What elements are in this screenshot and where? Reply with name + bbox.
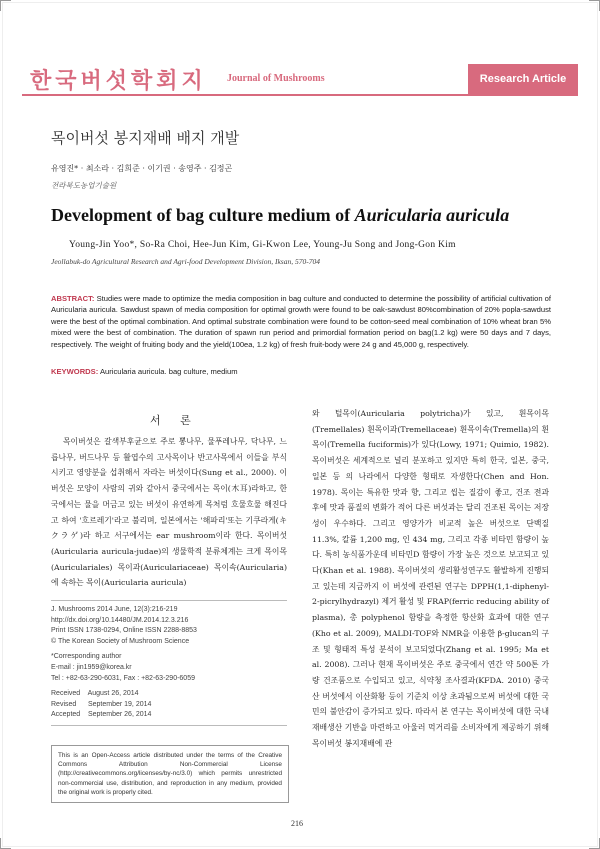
body-column-left — [51, 434, 287, 591]
keywords-label: KEYWORDS: — [51, 367, 99, 376]
corresponding-author: *Corresponding author — [51, 653, 122, 661]
article-type-badge: Research Article — [468, 64, 578, 94]
article-info-box — [51, 600, 287, 726]
phone-fax: Tel : +82-63-290-6031, Fax : +82-63-290-6059 — [51, 674, 195, 682]
title-ko: 목이버섯 봉지재배 배지 개발 — [51, 129, 240, 147]
doi-link[interactable]: http://dx.doi.org/10.14480/JM.2014.12.3.216 — [51, 616, 189, 624]
journal-name-en: Journal of Mushrooms — [227, 73, 325, 84]
copyright: © The Korean Society of Mushroom Science — [51, 637, 190, 645]
title-en-species: Auricularia auricula — [354, 205, 510, 225]
abstract-text: Studies were made to optimize the media composition in bag culture and conducted to determine the possibility of artificial cultivation of Auricularia auricula. Sawdust spawn of media composition for optimal growth were found to be oak-sawdust 80%combination of 20% popla-sawdust were the best of the optimal combination. And optimal substrate combination were found to be cotton-seed meal combination of 10% wheat bran 5% mixed were the best of combination. The duration of spawn run period and primordial formation period on bag(1.2 kg) were 50 days and 7 days, respectively. The weight of fruiting body and the yield(100ea, 1.2 kg) of fresh fruit-body were 24 g and 45,000 g, respectively. — [51, 294, 551, 349]
journal-header — [22, 64, 578, 94]
journal-name-ko: 한국버섯학회지 — [30, 69, 207, 94]
authors-ko: 유영진* · 최소라 · 김희준 · 이기권 · 송영주 · 김정곤 — [51, 164, 233, 173]
abstract — [51, 293, 551, 350]
authors-en: Young-Jin Yoo*, So-Ra Choi, Hee-Jun Kim, Gi-Kwon Lee, Young-Ju Song and Jong-Gon Kim — [69, 240, 456, 250]
affiliation-ko: 전라북도농업기술원 — [51, 181, 117, 190]
citation: J. Mushrooms 2014 June, 12(3):216-219 — [51, 606, 178, 613]
open-access-notice: This is an Open-Access article distributed under the terms of the Creative Commons Attribution Non-Commercial License (http://creativecommons.org/licenses/by-nc/3.0) which permits unrestricted non-commercial use, distribution, and reproduction in any medium, provided the original work is properly cited. — [51, 745, 289, 803]
keywords — [51, 367, 238, 376]
body-column-right — [312, 406, 549, 751]
crop-mark-bottom-right — [589, 838, 600, 849]
title-en — [51, 205, 509, 226]
affiliation-en: Jeollabuk-do Agricultural Research and Agri-food Development Division, Iksan, 570-704 — [51, 257, 320, 266]
email[interactable]: E-mail : jin1959@korea.kr — [51, 663, 132, 671]
header-divider — [22, 94, 578, 96]
section-title-introduction: 서 론 — [150, 414, 199, 427]
crop-mark-top-left — [0, 0, 11, 11]
date-received: Received August 26, 2014 — [51, 690, 139, 698]
date-revised: Revised September 19, 2014 — [51, 700, 152, 708]
issn: Print ISSN 1738-0294, Online ISSN 2288-8853 — [51, 627, 197, 635]
abstract-label: ABSTRACT: — [51, 294, 95, 303]
keywords-text: Auricularia auricula. bag culture, medium — [98, 367, 238, 376]
title-en-prefix: Development of bag culture medium of — [51, 205, 355, 225]
crop-mark-top-right — [589, 0, 600, 11]
date-accepted: Accepted September 26, 2014 — [51, 711, 152, 719]
body-paragraph: 와 털목이(Auricularia polytricha)가 있고, 흰목이목(Tremellales) 흰목이과(Tremellaceae) 흰목이속(Tremella)의 흰목이(Tremella fuciformis)가 있다(Lowy, 1971; Quimio, 1982). 목이버섯은 세계적으로 널리 분포하고 있지만 특히 한국, 일본, 중국, 일본 등 의 나라에서 다양한 형태로 자생한다(Chen and Hon. 1978). 목이는 특유한 맛과 향, 그리고 씹는 질감이 좋고, 건조 전과 후에 맛과 품질의 변화가 적어 다른 버섯과는 달리 건조된 목이는 저장성이 우수하다. 그리고 영양가가 비교적 높은 버섯으로 단백질 11.3%, 칼륨 1,200 mg, 인 434 mg, 그리고 각종 비타민 함량이 높다. 특히 농식품가운데 비타민D 함량이 가장 높은 것으로 보고되고 있다(Khan et al. 1988). 목이버섯의 생리활성연구도 활발하게 진행되고 있는데 지금까지 이 버섯에 관련된 연구는 DPPH(1,1-diphenyl-2-picrylhydrazyl) 제거 활성 및 FRAP(ferric reducing ability of plasma), 총 polyphenol 함량을 측정한 항산화 효과에 대한 연구(Kho et al. 2009), MALDI-TOF와 NMR을 이용한 β-glucan의 구조 및 형태적 특성 분석이 보고되었다(Zhang et al. 1995; Ma et al. 2008). 그러나 현재 목이버섯은 주로 중국에서 연간 약 500톤 가량 건조품으로 수입되고 있고, 식약청 조사결과(KFDA. 2010) 중국산 버섯에서 이산화황 등이 기준치 이상 초과됨으로써 버섯에 대한 국민의 불안감이 증가되고 있다. 따라서 본 연구는 목이버섯에 대한 국내 재배생산 기반을 마련하고 아울러 먹거리를 소비자에게 제공하기 위해 목이버섯 봉지재배에 관 — [312, 409, 549, 748]
body-paragraph: 목이버섯은 갈색부후균으로 주로 뽕나무, 물푸레나무, 닥나무, 느릅나무, 버드나무 등 활엽수의 고사목이나 반고사목에서 이들을 부식시키고 영양분을 섭취해서 자라는 버섯이다(Sung et al., 2000). 이 버섯은 모양이 사람의 귀와 같아서 중국에서는 목이(木耳)라하고, 한국에서는 물을 머금고 있는 버섯이 유연하게 목처럼 흐물흐물 해진다고 하여 '흐르레기'라고 불리며, 일본에서는 '해파리'또는 기쿠라게(キクラゲ)라 하고 서구에서는 ear mushroom이라 한다. 목이버섯(Auricularia auricula-judae)의 생물학적 분류체계는 크게 목이목(Auriculariales) 목이과(Auriculariaceae) 목이속(Auricularia)에 속하는 목이(Auricularia auricula) — [51, 437, 287, 588]
page-number: 216 — [291, 819, 303, 828]
crop-mark-bottom-left — [0, 838, 11, 849]
